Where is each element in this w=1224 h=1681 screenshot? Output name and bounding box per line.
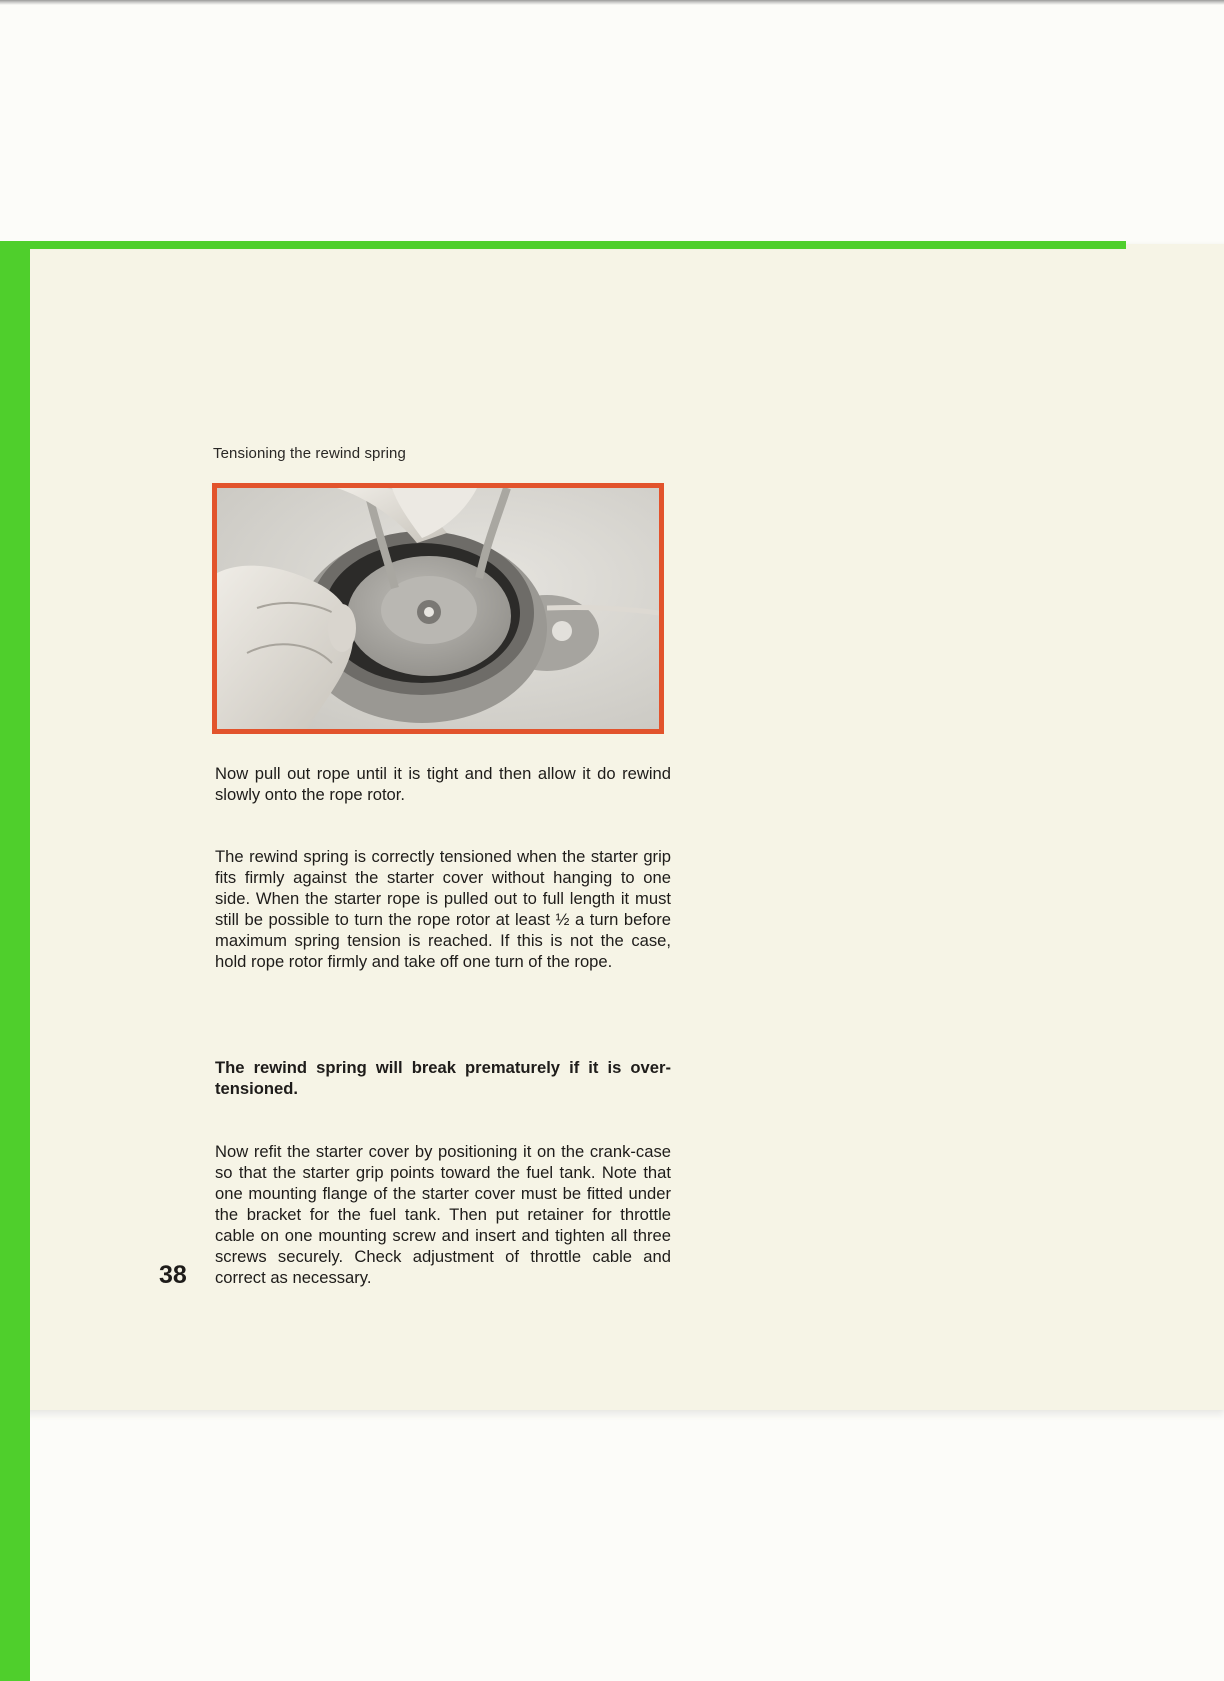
paragraph-rewind-rope: Now pull out rope until it is tight and then allow it do rewind slowly onto the rope rotor. (215, 764, 671, 804)
green-band-top (26, 241, 1126, 249)
paragraph-tension-check: The rewind spring is correctly tensioned when the starter grip fits firmly against the starter cover without hanging to one side. When the starter rope is pulled out to full length it must still be possible to turn the rope rotor at least ½ a turn before maximum spring tension is reached. If this is not the case, hold rope rotor firmly and take off one turn of the rope. (215, 847, 671, 971)
scan-edge (0, 0, 1224, 5)
paragraph-warning: The rewind spring will break prematurely if it is over-tensioned. (215, 1058, 671, 1098)
green-band-left (0, 241, 30, 1681)
paragraph-refit-cover: Now refit the starter cover by positioning it on the crank-case so that the starter grip points toward the fuel tank. Note that one mounting flange of the starter cover must be fitted under the bracket for the fuel tank. Then put retainer for throttle cable on one mounting screw and insert and tighten all three screws securely. Check adjustment of throttle cable and correct as necessary. (215, 1142, 671, 1287)
starter-rotor-photo (217, 488, 659, 729)
photo-frame (212, 483, 664, 734)
page-number: 38 (159, 1261, 187, 1289)
photo-caption: Tensioning the rewind spring (213, 445, 406, 462)
